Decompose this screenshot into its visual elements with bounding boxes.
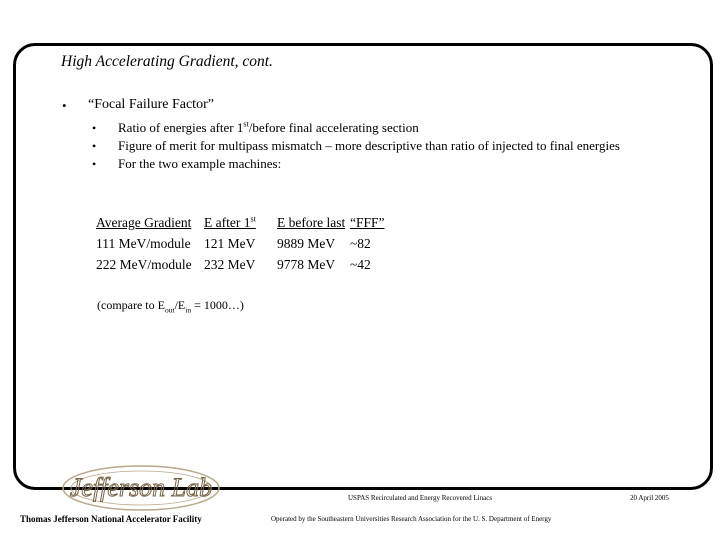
operated-by: Operated by the Southeastern Universities Research Association for the U. S. Department of Energy — [271, 515, 552, 523]
subbullet-item — [92, 119, 652, 137]
subbullet-marker: • — [92, 139, 97, 153]
lab-name: Thomas Jefferson National Accelerator Facility — [20, 514, 202, 524]
table-cell: 111 MeV/module — [96, 236, 191, 251]
bullet-text: “Focal Failure Factor” — [88, 97, 214, 112]
table-header: “FFF” — [350, 215, 385, 230]
subbullet-list — [92, 119, 652, 173]
course-title: USPAS Recirculated and Energy Recovered Linacs — [348, 494, 493, 502]
subbullet-item — [92, 155, 652, 173]
slide-title: High Accelerating Gradient, cont. — [61, 53, 273, 70]
superscript: st — [243, 119, 249, 129]
table-header: E before last — [277, 215, 346, 230]
slide-date: 20 April 2005 — [630, 494, 669, 502]
table-cell: ~42 — [350, 257, 371, 272]
subbullet-marker: • — [92, 157, 97, 171]
subbullet-text: /before final accelerating section — [248, 120, 419, 135]
table-cell: 222 MeV/module — [96, 257, 192, 272]
table-cell: ~82 — [350, 236, 371, 251]
table-cell: 232 MeV — [204, 257, 256, 272]
subbullet-item — [92, 137, 652, 155]
subbullet-marker: • — [92, 121, 97, 135]
table-header: E after 1st — [204, 214, 256, 230]
table-header: Average Gradient — [96, 215, 192, 230]
compare-note: (compare to $E_{out}/E_{in}$ = 1000…) — [97, 298, 244, 315]
table-cell: 121 MeV — [204, 236, 256, 251]
jefferson-lab-logo — [56, 459, 226, 517]
subbullet-text: Ratio of energies after 1 — [118, 120, 244, 135]
bullet-marker: • — [62, 98, 67, 113]
logo-text: Jefferson Lab — [69, 473, 213, 502]
table-cell: 9889 MeV — [277, 236, 336, 251]
subbullet-text: For the two example machines: — [118, 156, 282, 171]
subbullet-text: Figure of merit for multipass mismatch – more descriptive than ratio of injected to final energies — [118, 138, 620, 153]
table-cell: 9778 MeV — [277, 257, 336, 272]
